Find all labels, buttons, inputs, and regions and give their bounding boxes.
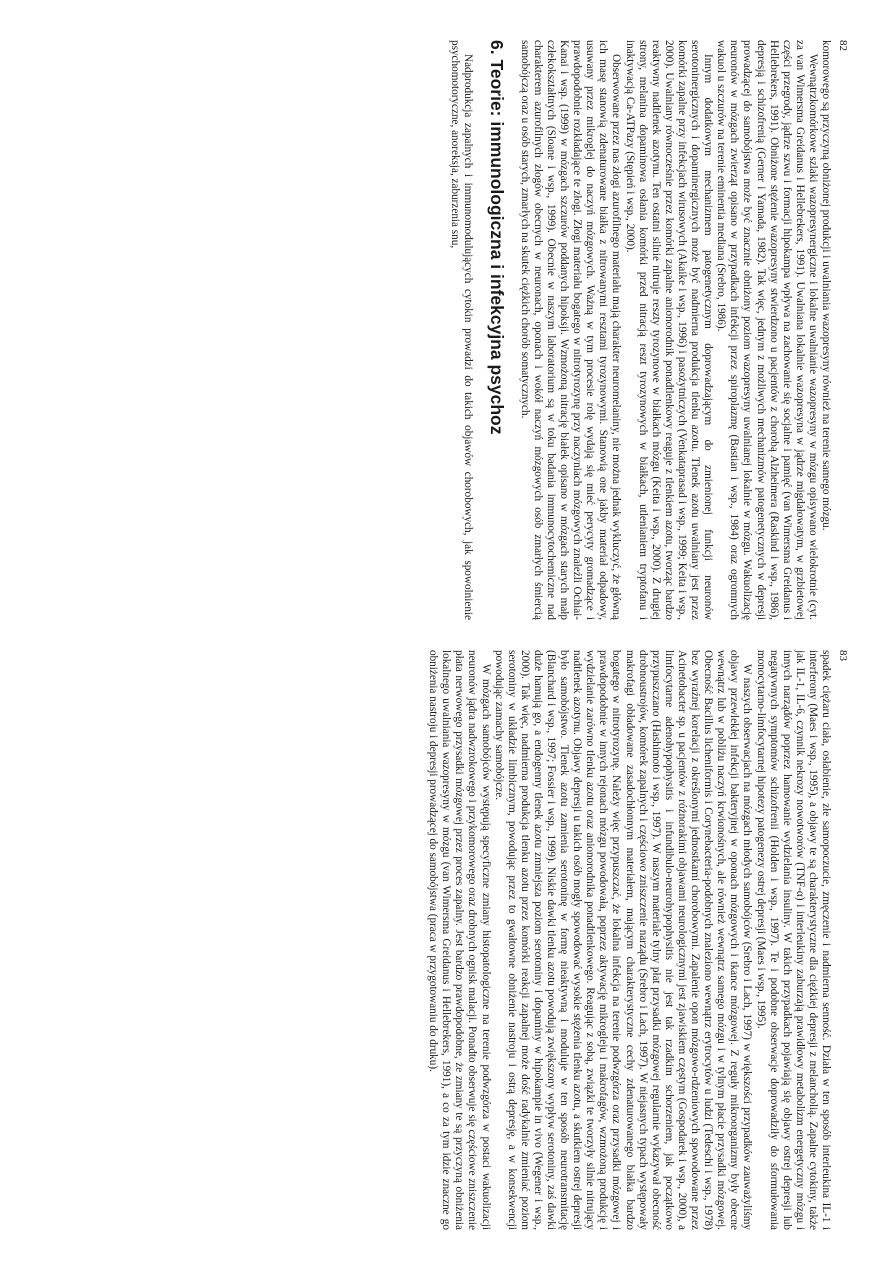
right-page (427, 650, 850, 1230)
paragraph: komorowego są przyczyną obniżonej produkcji i uwalniania wazopresyny również na terenie samego mózgu. (820, 40, 832, 531)
page-number-left: 82 (837, 40, 849, 51)
paragraph: Nadprodukcja zapalnych i immunomodulujących cytokin prowadzi do takich objawów chorobowych, jak spowolnienie psychomotoryczne, anoreksja, zaburzenia snu, (448, 40, 474, 620)
paragraph: W naszych obserwacjach na mózgach młodych samobójców (Srebro i Lach, 1997) w większości przypadków zauważyliśmy objawy przewlekłej infekcji bakteryjnej w oponach mózgowych i tkance mózgowej. Z reguły mikroorganizmy były obecne wewnątrz lub w pobliżu naczyń krwionośnych, ale również wewnątrz samego mózgu i w tylnym płacie przysadki mózgowej. Obecność Bacillus licheniformis i Corynebacteria-podobnych znaleziono wewnątrz erytrocytów u ludzi (Tedeschi i wsp., 1978) bez wyraźnej korelacji z określonymi jednostkami chorobowymi. Zapalenie opon mózgowo-rdzeniowych spowodowane przez Acinetobacter sp. u pacjentów z różnorakimi objawami neurologicznymi jest zjawiskiem częstym (Gospodarek i wsp., 2000), a limfocytarne adenohypophysitis i infundibulo-neurohypophysitis nie jest tak rzadkim schorzeniem, jak początkowo przypuszczano (Hashimoto i wsp., 1997). W naszym materiale tylny płat przysadki mózgowej regularnie wykazywał obecność drobnoustrojów, komórek zapalnych i częściowo zniszczenie narządu (Srebro i Lach, 1997). W niejasnych typach występowały makrofagi obładowane zasadochłonnym materiałem, mającym charakterystyczne cechy zdenaturowanego białka bardzo bogatego w nitrotyrozynę. Należy więc przypuszczać, że lokalna infekcja na terenie podwzgórza oraz przysadki mózgowej i prawdopodobnie w innych rejonach mózgu powodowała, poprzez aktywację mikrogleju i makrofagów, wzmożoną produkcję i wydzielanie zarówno tlenku azotu oraz anionorodnika ponadtlenkowego. Reagując z sobą, związki te tworzyły silnie nitrujący nadtlenek azotynu. Objawy depresji u takich osób mogły spowodować wysokie stężenia tlenku azotu, a skutkiem ostrej depresji było samobójstwo. Tlenek azotu zamienia serotoninę w formę nieaktywną i moduluje w ten sposób neurotransmitację (Blanchard i wsp., 1997; Fossier i wsp., 1999). Niskie dawki tlenku azotu powodują zwiększony wypływ serotoniny, zaś dawki duże hamują go, a endogenny tlenek azotu zmniejsza poziom serotoniny i dopaminy w hipokampie in vivo (Wegener i wsp., 2000). Tak więc, nadmierna produkcja tlenku azotu przez komórki reakcji zapalnej może dość radykalnie zmieniać poziom serotoniny w układzie limbicznym, powodując przez to gwałtowne obniżenie nastroju i ostrą depresję, a w konsekwencji powodując zamachy samobójcze. (492, 650, 754, 1230)
paragraph: spadek ciężaru ciała, osłabienie, złe samopoczucie, zmęczenie i nadmierna senność. Działa w ten sposób interleukina IL-1 i interferony (Maes i wsp., 1995), a objawy te są charakterystyczne dla ciężkiej depresji z melancholią. Zapalne cytokiny, także jak IL-1, IL-6, czynnik nekrozy nowotworów (TNF-α) i interleukiny zaburzają prawidłowy metabolizm energetyczny mózgu i innych narządów poprzez hamowanie wydzielania insuliny. W takich przypadkach pojawiają się objawy ostrej depresji lub negatywnych symptomów schizofrenii (Holden i wsp., 1997). Te i podobne obserwacje doprowadziły do sformułowania monocytarno-limfocytarnej hipotezy patogenezy ostrej depresji (Maes i wsp., 1995). (754, 650, 832, 1230)
paragraph: Wewnątrzkomórkowe szlaki wazopresynergiczne i lokalne uwalnianie wazopresyny w mózgu opisywano wielokrotnie (cyt. za van Wimersma Greidanus i Hellebrekers, 1991). Uwalniana lokalnie wazopresyna w jądrze migdałowatym, w grzbietowej części przegrody, jądrze szwu i formacji hipokampa wpływa na zachowanie się socjalne i pamięć (van Wimersma Greidanus i Hellebrekers, 1991). Obniżone stężenie wazopresyny stwierdzono u pacjentów z chorobą Alzheimera (Raskind i wsp., 1986), depresją i schizofrenią (Gerner i Yamada, 1982). Tak więc, jednym z możliwych mechanizmów patogenetycznych w depresji prowadzącej do samobójstwa może być znacznie obniżony poziom wazopresyny uwalnianej lokalnie w mózgu. Wakuolizację neuronów w mózgach zwierząt opisano w przypadkach infekcji przez spiroplazmę (Bastian i wsp., 1984) oraz ogromnych wakuol u szczurów na terenie eminentia mediana (Srebro, 1986). (715, 40, 819, 620)
left-page (430, 40, 850, 620)
section-heading: 6. Teorie: immunologiczna i infekcyjna psychoz (486, 40, 507, 435)
paragraph: Innym dodatkowym mechanizmem patogenetycznym doprowadzającym do zmienionej funkcji neuronów serotoninergicznych i dopaminergicznych może być nadmierna produkcja tlenku azotu. Tlenek azotu uwalniany jest przez komórki zapalne przy infekcjach wirusowych (Akaike i wsp., 1996) i pasożytniczych (Venkataprasad i wsp., 1999; Keita i wsp., 2000). Uwalniany równocześnie przez komórki zapalne anionorodnik ponadtlenkowy reaguje z tlenkiem azotu, tworząc bardzo reaktywny nadtlenek azotynu. Ten ostatni silnie nitruje reszty tyrozynowe w białkach mózgu (Keita i wsp., 2000). Z drugiej strony, melanina dopaminowa osłania komórki przed nitracją reszt tyrozynowych w białkach, utlenianiem tryptofanu i inaktywacją Ca-ATPazy (Stępień i wsp., 2000). (623, 40, 715, 620)
page-number-right: 83 (837, 650, 849, 661)
paragraph: Obserwowane przez nas złogi azurofilnego materiału mają charakter neuromelaniny, nie można jednak wykluczyć, że główną ich masę stanowią zdenaturowane białka z nitrowanymi resztami tyrozynowymi. Stanowią one jakby materiał odpadowy, usuwany przez mikroglej do naczyń mózgowych. Ważną w tym procesie rolę wydają się mieć perycyty gromadzące i prawdopodobnie rozkładające te złogi. Złogi materiału bogatego w nitrotyrozynę przy naczyniach mózgowych znaleźli Ochiai-Kanai i wsp. (1999) w mózgach szczurów poddanych hipoksji. Wzmożoną nitrację białek opisano w mózgach starych małp człekokształtnych (Sloane i wsp., 1999). Obecnie w naszym laboratorium są w toku badania immunocytochemiczne nad charakterem azurofilnych złogów obecnych w neuronach, oponach i wokół naczyń mózgowych osób zmarłych śmiercią samobójczą oraz u osób starych, zmarłych na skutek ciężkich chorób somatycznych. (518, 40, 623, 620)
paragraph: W mózgach samobójców występują specyficzne zmiany histopatologiczne na terenie podwzgórza w postaci wakuolizacji neuronów jądra nadwzrokowego i przykomorowego oraz drobnych ognisk malacji. Ponadto obserwuje się częściowe zniszczenie płata nerwowego przysadki mózgowej przez proces zapalny. Jest bardzo prawdopodobne, że zmiany te są przyczyną obniżenia lokalnego uwalniania wazopresyny w mózgu (van Wimersma Greidanus i Hellebrekers, 1991), a co za tym idzie znaczne go obniżenia nastroju i depresji prowadzącej do samobójstwa (praca w przygotowaniu do druku). (427, 650, 492, 1230)
